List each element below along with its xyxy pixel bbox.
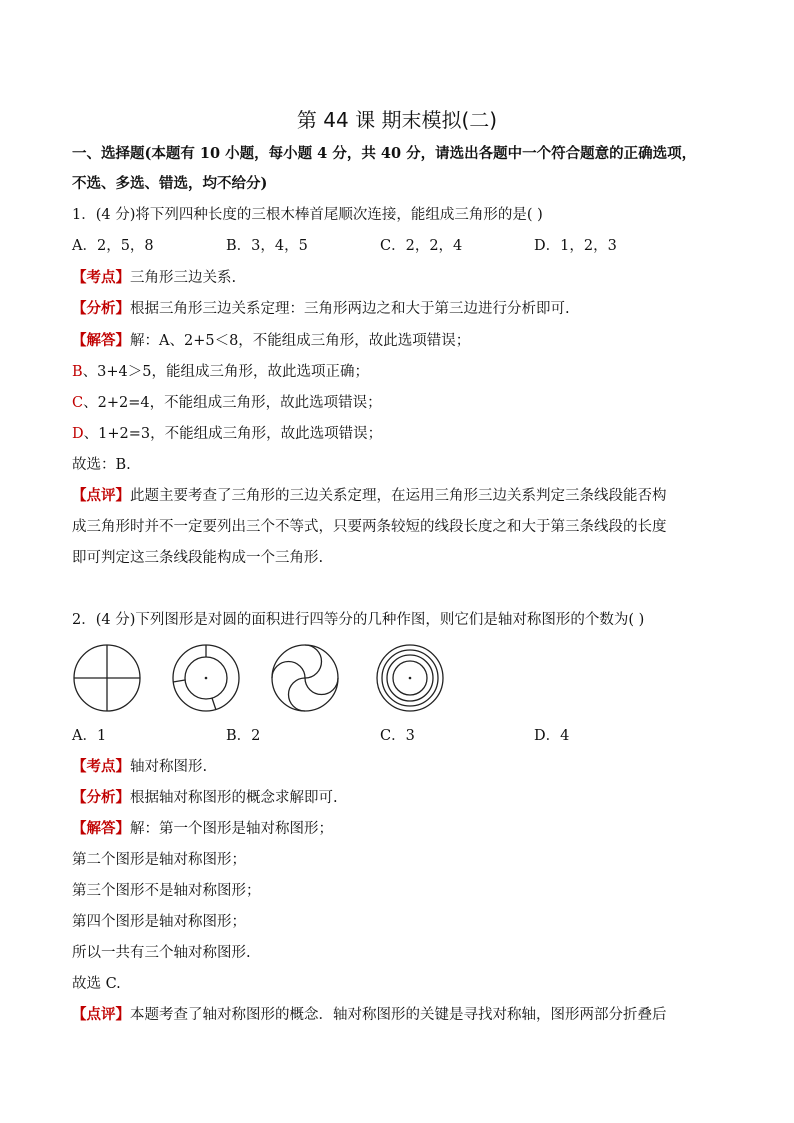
- dianping-text-1: 本题考查了轴对称图形的概念．轴对称图形的关键是寻找对称轴，图形两部分折叠后: [130, 1007, 667, 1023]
- q1-kaodian: [72, 268, 236, 288]
- jieda-tag: 【解答】: [72, 820, 130, 837]
- section-heading-line2: 不选、多选、错选，均不给分): [72, 175, 268, 192]
- option-letter-d: D: [72, 426, 84, 442]
- q1-line-c: [72, 393, 382, 413]
- q1-option-a: A．2，5，8: [72, 238, 154, 254]
- q2-fenxi: [72, 788, 338, 808]
- q2-option-a: A．1: [72, 728, 107, 744]
- figure-4-concentric-circles: [377, 645, 443, 711]
- figure-1-cross-circle: [74, 645, 140, 711]
- q2-option-c: C．3: [380, 728, 415, 744]
- q1-answer: 故选：B.: [72, 457, 131, 473]
- jieda-tag: 【解答】: [72, 332, 130, 349]
- q1-line-d: [72, 424, 382, 444]
- q1-dianping: [72, 486, 667, 506]
- option-letter-b: B: [72, 364, 83, 380]
- figure-2-ring-circle: [173, 645, 239, 711]
- q2-option-b: B．2: [226, 728, 261, 744]
- kaodian-text: 轴对称图形.: [130, 759, 208, 775]
- line-b-text: 、3+4＞5，能组成三角形，故此选项正确；: [82, 364, 369, 380]
- q2-dianping: [72, 1005, 667, 1025]
- q2-answer: 故选 C.: [72, 976, 121, 992]
- fenxi-tag: 【分析】: [72, 789, 130, 806]
- option-letter-c: C: [72, 395, 84, 411]
- q1-line-b: [72, 362, 369, 382]
- q1-option-c: C．2，2，4: [380, 238, 463, 254]
- q1-stem: 1．(4 分)将下列四种长度的三根木棒首尾顺次连接，能组成三角形的是( ): [72, 207, 543, 223]
- fenxi-text: 根据三角形三边关系定理：三角形两边之和大于第三边进行分析即可.: [130, 301, 570, 317]
- kaodian-tag: 【考点】: [72, 269, 130, 286]
- dianping-text-1: 此题主要考查了三角形的三边关系定理，在运用三角形三边关系判定三条线段能否构: [130, 488, 667, 504]
- q2-line-4: 第四个图形是轴对称图形；: [72, 914, 246, 930]
- q1-jieda: [72, 331, 470, 351]
- page-title: 第 44 课 期末模拟(二): [296, 108, 498, 132]
- dianping-tag: 【点评】: [72, 1006, 130, 1023]
- q1-dianping-3: 即可判定这三条线段能构成一个三角形.: [72, 550, 324, 566]
- fenxi-tag: 【分析】: [72, 300, 130, 317]
- q2-stem: 2．(4 分)下列图形是对圆的面积进行四等分的几种作图，则它们是轴对称图形的个数为( ): [72, 612, 645, 628]
- q2-kaodian: [72, 757, 207, 777]
- q2-option-d: D．4: [534, 728, 570, 744]
- jieda-text: 解：第一个图形是轴对称图形；: [130, 821, 333, 837]
- q1-option-d: D．1，2，3: [534, 238, 617, 254]
- jieda-text: 解：A、2+5＜8，不能组成三角形，故此选项错误；: [130, 333, 471, 349]
- q2-jieda: [72, 819, 333, 839]
- figure-3-swirl-circle: [272, 645, 338, 711]
- fenxi-text: 根据轴对称图形的概念求解即可.: [130, 790, 338, 806]
- q1-option-b: B．3，4，5: [226, 238, 308, 254]
- kaodian-text: 三角形三边关系.: [130, 270, 237, 286]
- q2-figures: [72, 642, 462, 716]
- q2-line-3: 第三个图形不是轴对称图形；: [72, 883, 261, 899]
- q1-fenxi: [72, 299, 570, 319]
- kaodian-tag: 【考点】: [72, 758, 130, 775]
- line-d-text: 、1+2=3，不能组成三角形，故此选项错误；: [83, 426, 383, 442]
- section-heading-line1: 一、选择题(本题有 10 小题，每小题 4 分，共 40 分，请选出各题中一个符合题意的正确选项，: [72, 145, 697, 162]
- q2-line-5: 所以一共有三个轴对称图形.: [72, 945, 251, 961]
- dianping-tag: 【点评】: [72, 487, 130, 504]
- q1-dianping-2: 成三角形时并不一定要列出三个不等式，只要两条较短的线段长度之和大于第三条线段的长度: [72, 519, 667, 535]
- line-c-text: 、2+2=4，不能组成三角形，故此选项错误；: [83, 395, 382, 411]
- q2-line-2: 第二个图形是轴对称图形；: [72, 852, 246, 868]
